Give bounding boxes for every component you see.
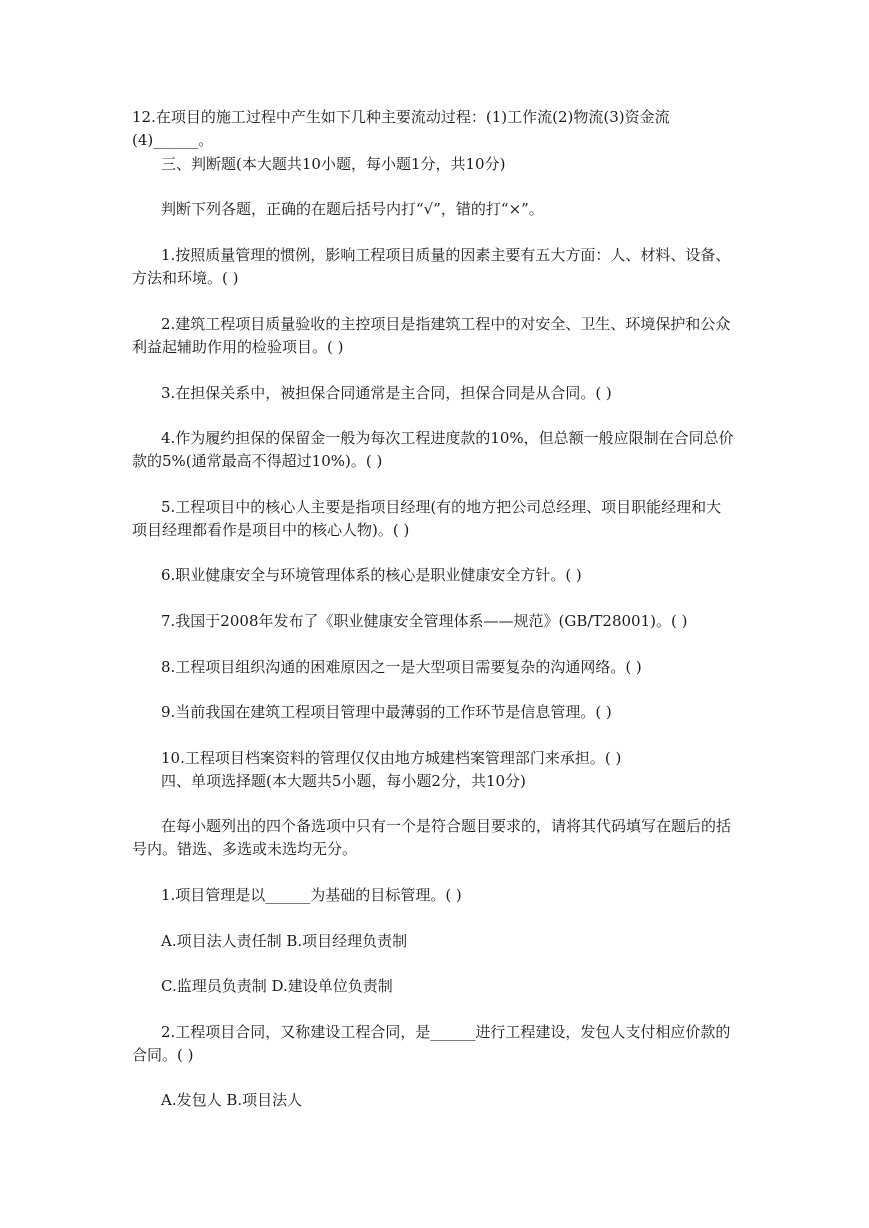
section-4-instruction-line-2: 号内。错选、多选或未选均无分。 [132, 840, 358, 858]
judgment-item-2-line-1: 2.建筑工程项目质量验收的主控项目是指建筑工程中的对安全、卫生、环境保护和公众 [161, 315, 731, 333]
judgment-item-3: 3.在担保关系中，被担保合同通常是主合同，担保合同是从合同。( ) [161, 384, 612, 402]
section-3-heading: 三、判断题(本大题共10小题，每小题1分，共10分) [161, 155, 506, 173]
judgment-item-10: 10.工程项目档案资料的管理仅仅由地方城建档案管理部门来承担。( ) [161, 749, 622, 767]
choice-question-2-stem-line-1: 2.工程项目合同，又称建设工程合同，是______进行工程建设，发包人支付相应价款的 [161, 1023, 731, 1041]
judgment-item-4-line-2: 款的5%(通常最高不得超过10%)。( ) [132, 452, 383, 470]
judgment-item-7: 7.我国于2008年发布了《职业健康安全管理体系——规范》(GB/T28001)。( ) [161, 612, 688, 630]
question-12-line-1: 12.在项目的施工过程中产生如下几种主要流动过程：(1)工作流(2)物流(3)资金流 [132, 108, 670, 126]
choice-question-2-options-ab: A.发包人 B.项目法人 [161, 1091, 303, 1109]
choice-question-1-options-ab: A.项目法人责任制 B.项目经理负责制 [161, 932, 408, 950]
judgment-item-4-line-1: 4.作为履约担保的保留金一般为每次工程进度款的10%，但总额一般应限制在合同总价 [161, 429, 734, 447]
section-4-heading: 四、单项选择题(本大题共5小题，每小题2分，共10分) [161, 772, 526, 790]
judgment-item-8: 8.工程项目组织沟通的困难原因之一是大型项目需要复杂的沟通网络。( ) [161, 658, 642, 676]
judgment-item-6: 6.职业健康安全与环境管理体系的核心是职业健康安全方针。( ) [161, 566, 582, 584]
judgment-item-2-line-2: 利益起辅助作用的检验项目。( ) [132, 338, 344, 356]
choice-question-1-stem: 1.项目管理是以______为基础的目标管理。( ) [161, 886, 462, 904]
judgment-item-9: 9.当前我国在建筑工程项目管理中最薄弱的工作环节是信息管理。( ) [161, 703, 612, 721]
section-4-instruction-line-1: 在每小题列出的四个备选项中只有一个是符合题目要求的，请将其代码填写在题后的括 [161, 817, 732, 835]
judgment-item-1-line-2: 方法和环境。( ) [132, 269, 239, 287]
judgment-item-1-line-1: 1.按照质量管理的惯例，影响工程项目质量的因素主要有五大方面：人、材料、设备、 [161, 246, 731, 264]
question-12-line-2: (4)______。 [132, 131, 214, 149]
choice-question-1-options-cd: C.监理员负责制 D.建设单位负责制 [161, 977, 393, 995]
judgment-item-5-line-2: 项目经理都看作是项目中的核心人物)。( ) [132, 521, 410, 539]
section-3-instruction: 判断下列各题，正确的在题后括号内打“√”，错的打“×”。 [161, 200, 544, 218]
judgment-item-5-line-1: 5.工程项目中的核心人主要是指项目经理(有的地方把公司总经理、项目职能经理和大 [161, 498, 722, 516]
choice-question-2-stem-line-2: 合同。( ) [132, 1046, 194, 1064]
